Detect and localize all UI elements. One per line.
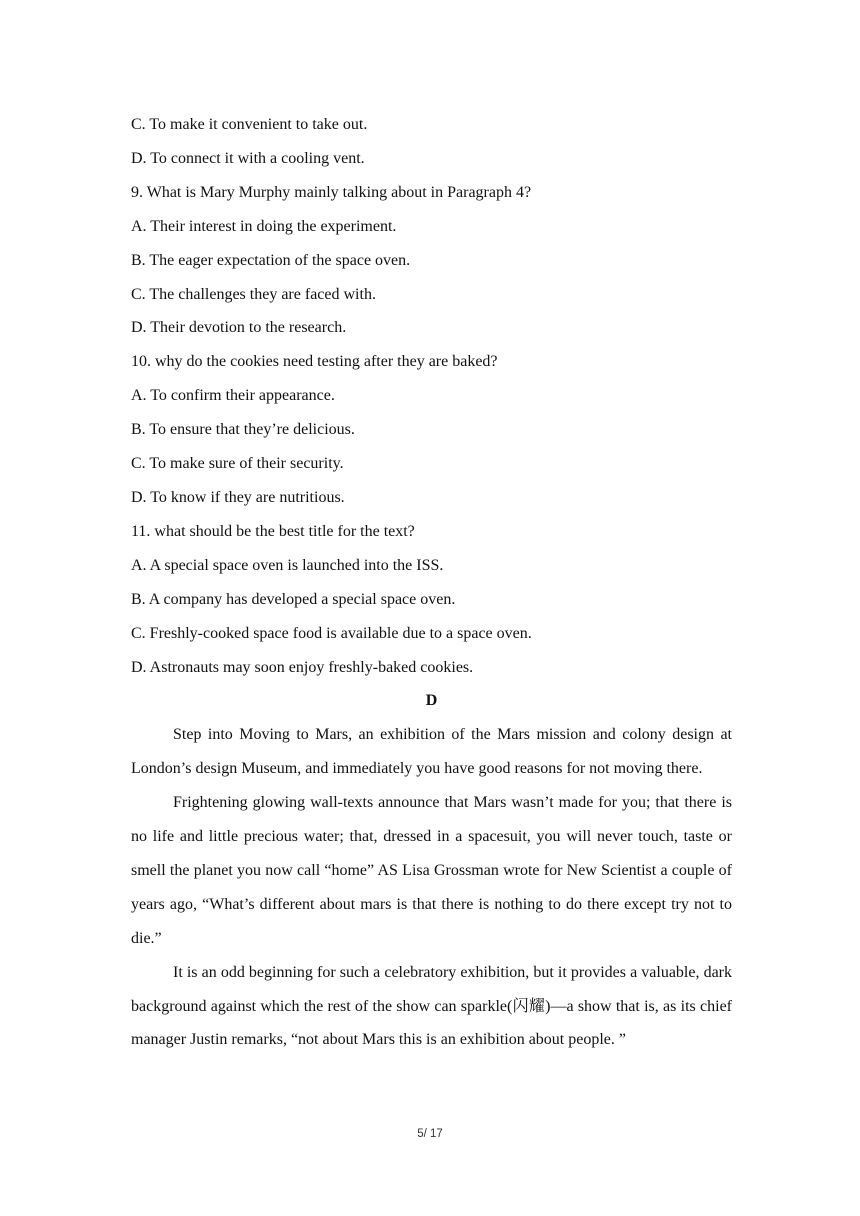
option-line: A. To confirm their appearance.	[131, 387, 335, 405]
option-line: D. To connect it with a cooling vent.	[131, 149, 365, 167]
option-line: D. Astronauts may soon enjoy freshly-baked cookies.	[131, 658, 474, 676]
passage-paragraph: Step into Moving to Mars, an exhibition of the Mars mission and colony design at London’s design Museum, and immediately you have good reasons for not moving there.	[131, 726, 732, 778]
option-line: A. A special space oven is launched into the ISS.	[131, 556, 444, 574]
option-line: B. The eager expectation of the space oven.	[131, 251, 411, 269]
option-line: D. To know if they are nutritious.	[131, 488, 345, 506]
option-line: D. Their devotion to the research.	[131, 319, 347, 337]
option-line: A. Their interest in doing the experiment.	[131, 217, 397, 235]
passage-paragraph: It is an odd beginning for such a celebratory exhibition, but it provides a valuable, dark background against which the rest of the show can sparkle(闪耀)—a show that is, as its chief manager Justin remarks, “not about Mars this is an exhibition about people. ”	[131, 963, 732, 1049]
option-line: B. A company has developed a special space oven.	[131, 590, 456, 608]
option-line: C. To make it convenient to take out.	[131, 116, 368, 133]
option-line: C. The challenges they are faced with.	[131, 285, 376, 303]
option-line: C. To make sure of their security.	[131, 455, 344, 473]
option-line: C. Freshly-cooked space food is available due to a space oven.	[131, 624, 532, 642]
option-line: B. To ensure that they’re delicious.	[131, 421, 355, 439]
passage-paragraph: Frightening glowing wall-texts announce that Mars wasn’t made for you; that there is no life and little precious water; that, dressed in a spacesuit, you will never touch, taste or smell the planet you now call “home” AS Lisa Grossman wrote for New Scientist a couple of years ago, “What’s different about mars is that there is nothing to do there except try not to die.”	[131, 794, 732, 947]
page-number: 5/ 17	[417, 1128, 443, 1140]
section-heading: D	[425, 692, 438, 710]
question-line: 11. what should be the best title for the text?	[131, 522, 415, 540]
page-content	[131, 108, 732, 1057]
question-line: 10. why do the cookies need testing after they are baked?	[131, 353, 498, 371]
question-line: 9. What is Mary Murphy mainly talking about in Paragraph 4?	[131, 183, 532, 201]
